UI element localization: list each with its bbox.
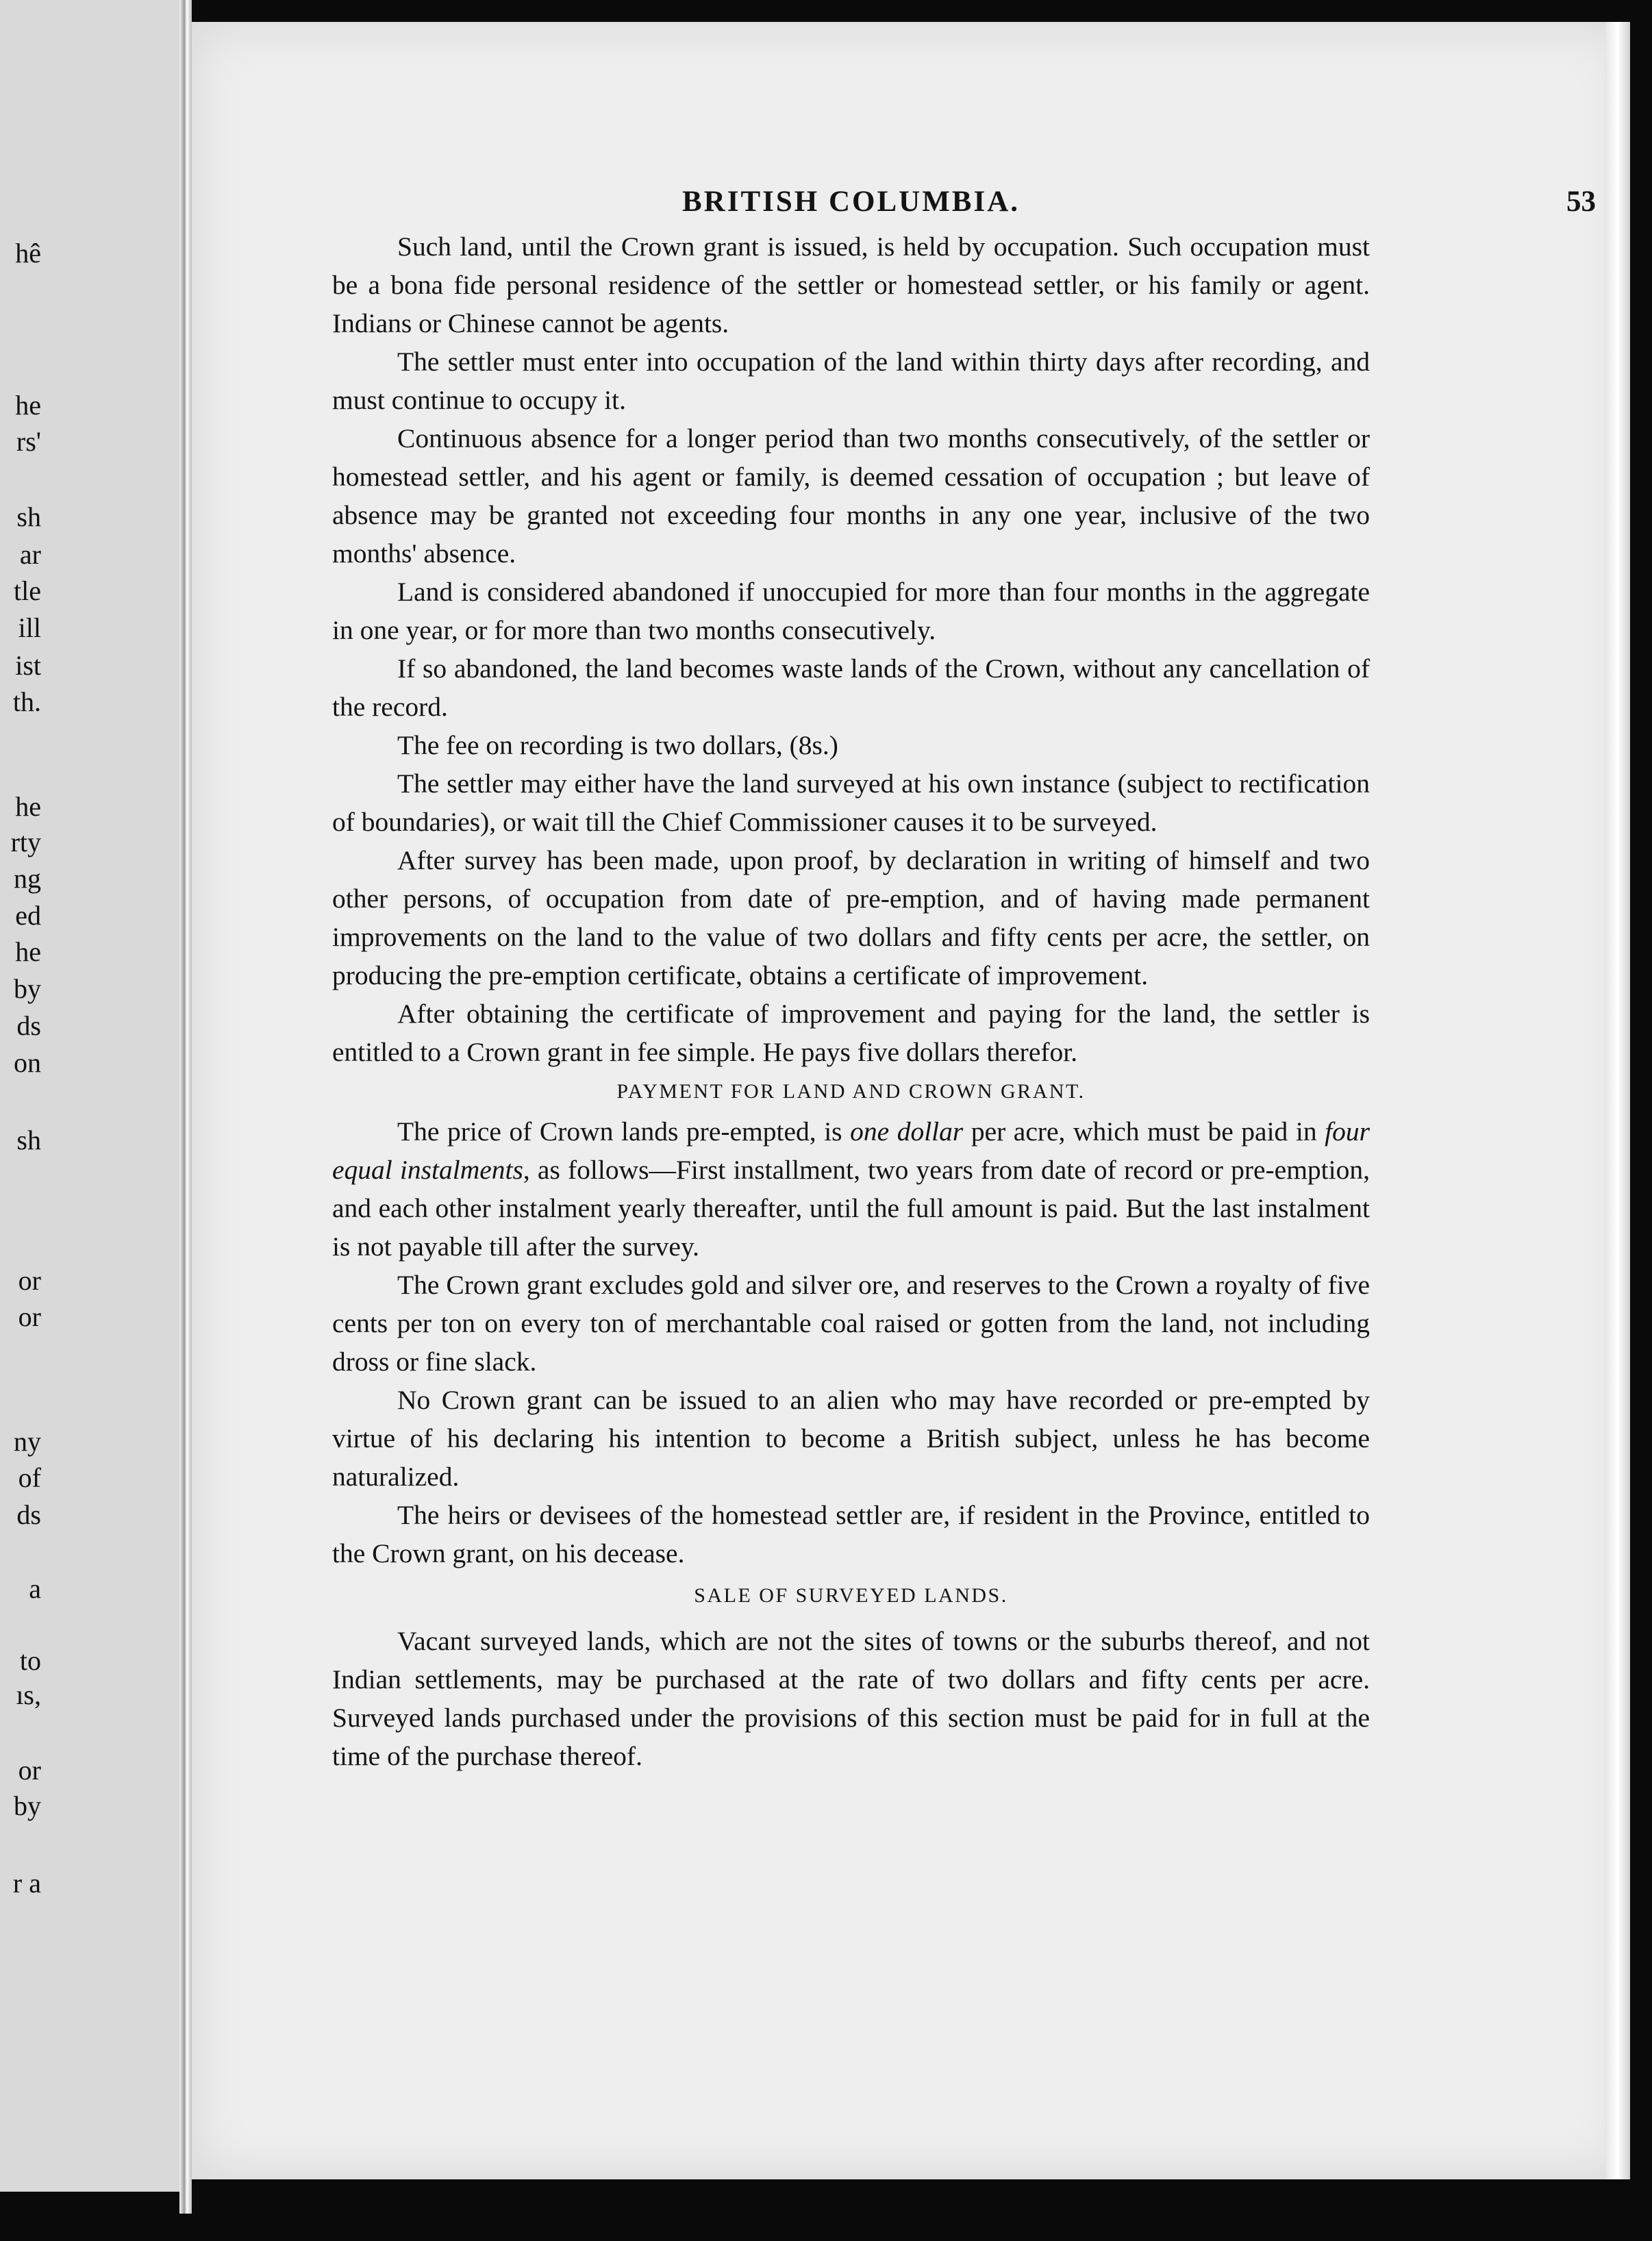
left-margin-text-fragment: hê xyxy=(15,238,41,268)
left-margin-text-fragment: ds xyxy=(16,1010,41,1041)
left-margin-text-fragment: rs' xyxy=(16,426,41,457)
facing-page-edge xyxy=(0,0,179,2192)
left-margin-text-fragment: or xyxy=(18,1755,41,1786)
paragraph: The settler may either have the land surveyed at his own instance (subject to rectification of boundaries), or wait till the Chief Commissioner causes it to be surveyed. xyxy=(332,768,1370,837)
text-run: The price of Crown lands pre-empted, is xyxy=(397,1116,851,1147)
left-margin-text-fragment: r a xyxy=(12,1868,41,1899)
left-margin-text-fragment: he xyxy=(15,390,41,421)
left-margin-text-fragment: sh xyxy=(16,501,41,532)
paragraph: Vacant surveyed lands, which are not the sites of towns or the suburbs thereof, and not Indian settlements, may be purchased at the rate of two dollars and fifty cents per acre. Surveyed lands purchased under the provisions of this section must be paid for in full at the time of the purchase thereof. xyxy=(332,1626,1370,1771)
page-number: 53 xyxy=(1566,186,1596,218)
left-margin-text-fragment: ill xyxy=(18,612,41,643)
paragraph: Land is considered abandoned if unoccupied for more than four months in the aggregate in one year, or for more than two months consecutively. xyxy=(332,577,1370,645)
left-margin-text-fragment: rty xyxy=(10,827,41,857)
paragraph: The fee on recording is two dollars, (8s.) xyxy=(397,730,838,760)
left-margin-text-fragment: or xyxy=(18,1265,41,1296)
book-page xyxy=(192,22,1630,2179)
text-run: , as follows—First installment, two years from date of record or pre-emption, and each other instalment yearly thereafter, until the full amount is paid. But the last instalment is not payable till after the survey. xyxy=(332,1155,1370,1262)
left-margin-text-fragment: a xyxy=(29,1573,41,1604)
paragraph: The heirs or devisees of the homestead settler are, if resident in the Province, entitled to the Crown grant, on his decease. xyxy=(332,1500,1370,1568)
left-margin-text-fragment: ed xyxy=(15,900,41,931)
left-margin-text-fragment: by xyxy=(14,973,41,1004)
paragraph: Such land, until the Crown grant is issued, is held by occupation. Such occupation must be a bona fide personal residence of the settler or homestead settler, or his family or agent. Indians or Chinese cannot be agents. xyxy=(332,231,1370,338)
paragraph: If so abandoned, the land becomes waste lands of the Crown, without any cancellation of the record. xyxy=(332,653,1370,722)
left-margin-text-fragment: to xyxy=(19,1645,41,1676)
paragraph: The settler must enter into occupation of the land within thirty days after recording, and must continue to occupy it. xyxy=(332,347,1370,415)
left-margin-text-fragment: ng xyxy=(14,863,41,894)
paragraph-price xyxy=(332,1112,1370,1266)
left-margin-text-fragment: tle xyxy=(14,575,41,606)
text-run: per acre, which must be paid in xyxy=(963,1116,1325,1147)
left-margin-text-fragment: he xyxy=(15,936,41,967)
left-margin-text-fragment: ar xyxy=(19,539,41,570)
left-margin-text-fragment: by xyxy=(14,1790,41,1821)
italic-text: four equal instalments xyxy=(332,1116,1370,1185)
section-heading-payment: PAYMENT FOR LAND AND CROWN GRANT. xyxy=(616,1080,1086,1103)
left-margin-text-fragment: ist xyxy=(15,650,41,681)
running-head xyxy=(332,183,1596,224)
paragraph: Continuous absence for a longer period than two months consecutively, of the settler or homestead settler, and his agent or family, is deemed cessation of occupation ; but leave of absence may be granted not exceeding four months in any one year, inclusive of the two months' absence. xyxy=(332,423,1370,568)
left-margin-text-fragment: ny xyxy=(14,1426,41,1457)
left-margin-text-fragment: ds xyxy=(16,1499,41,1530)
book-spine-gutter xyxy=(179,0,192,2214)
left-margin-text-fragment: sh xyxy=(16,1125,41,1155)
italic-text: one dollar xyxy=(850,1116,964,1147)
left-margin-text-fragment: on xyxy=(14,1047,41,1078)
left-margin-text-fragment: ıs, xyxy=(16,1679,41,1710)
left-margin-text-fragment: or xyxy=(18,1301,41,1332)
section-heading-sale: SALE OF SURVEYED LANDS. xyxy=(694,1584,1008,1607)
left-margin-text-fragment: he xyxy=(15,791,41,822)
paragraph: After survey has been made, upon proof, by declaration in writing of himself and two other persons, of occupation from date of pre-emption, and of having made permanent improvements on the land to the value of two dollars and fifty cents per acre, the settler, on producing the pre-emption certificate, obtains a certificate of improvement. xyxy=(332,845,1370,990)
left-margin-text-fragment: th. xyxy=(12,686,41,717)
paragraph: After obtaining the certificate of improvement and paying for the land, the settler is entitled to a Crown grant in fee simple. He pays five dollars therefor. xyxy=(332,999,1370,1067)
running-title: BRITISH COLUMBIA. xyxy=(681,186,1021,218)
body-text xyxy=(332,227,1370,1775)
paragraph: The Crown grant excludes gold and silver ore, and reserves to the Crown a royalty of five cents per ton on every ton of merchantable coal raised or gotten from the land, not including dross or fine slack. xyxy=(332,1270,1370,1377)
paragraph: No Crown grant can be issued to an alien who may have recorded or pre-empted by virtue of his declaring his intention to become a British subject, unless he has become naturalized. xyxy=(332,1385,1370,1492)
left-margin-text-fragment: of xyxy=(18,1462,41,1493)
